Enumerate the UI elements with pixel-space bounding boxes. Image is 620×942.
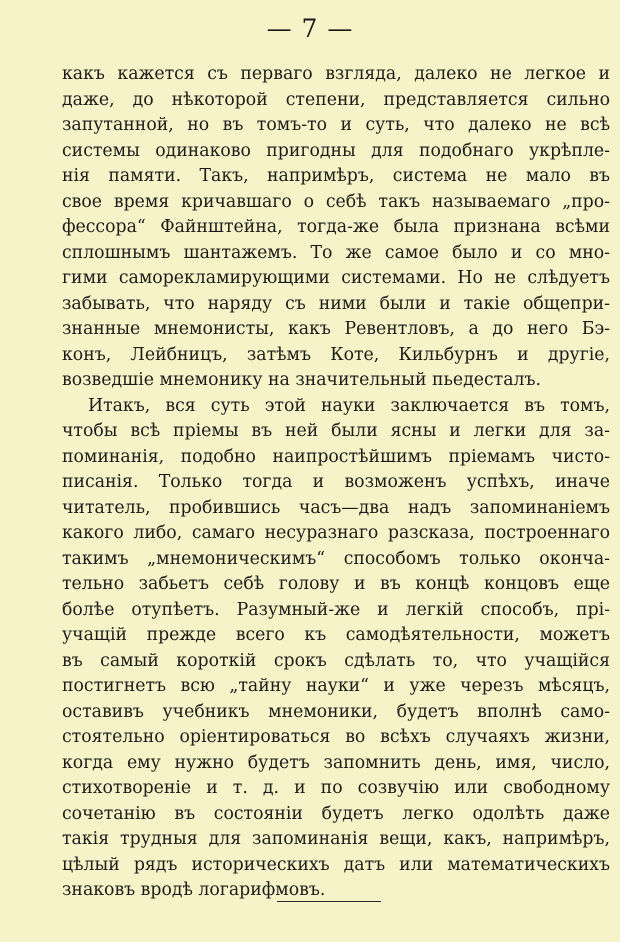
text-line: цѣлый рядъ историческихъ датъ или математическихъ — [62, 854, 610, 875]
text-line: когда ему нужно будетъ запомнить день, имя, число, — [62, 752, 610, 773]
text-line: возведшіе мнемонику на значительный пьедесталъ. — [62, 370, 541, 390]
text-line: сплошнымъ шантажемъ. То же самое было и со мно- — [62, 242, 610, 263]
section-divider — [277, 901, 381, 902]
text-line: гими саморекламирующими системами. Но не слѣдуетъ — [62, 268, 610, 288]
text-line: знаковъ вродѣ логарифмовъ. — [62, 880, 326, 900]
paragraph-start-line: Итакъ, вся суть этой науки заключается въ томъ, — [88, 395, 610, 416]
text-line: въ самый короткій срокъ сдѣлать то, что учащійся — [62, 650, 610, 671]
text-line: забывать, что наряду съ ними были и такіе общепри- — [62, 293, 610, 314]
text-line: чтобы всѣ пріемы въ ней были ясны и легки для за- — [62, 421, 610, 441]
text-line: стихотвореніе и т. д. и по созвучію или свободному — [62, 778, 610, 798]
text-line: даже, до нѣкоторой степени, представляется сильно — [62, 89, 610, 110]
text-line: фессора“ Файнштейна, тогда-же была признана всѣми — [62, 217, 610, 237]
page-number: — 7 — — [266, 14, 354, 43]
text-line: какъ кажется съ перваго взгляда, далеко не легкое и — [62, 64, 610, 84]
text-line: писанія. Только тогда и возможенъ успѣхъ, иначе — [62, 472, 610, 492]
text-line: болѣе отупѣетъ. Разумный-же и легкій способъ, прі- — [62, 599, 610, 620]
text-line: нія памяти. Такъ, напримѣръ, система не мало въ — [62, 166, 610, 186]
body-text — [62, 62, 610, 904]
text-line: постигнетъ всю „тайну науки“ и уже черезъ мѣсяцъ, — [62, 676, 610, 696]
text-line: поминанія, подобно наипростѣйшимъ пріемамъ чисто- — [62, 446, 610, 467]
text-line: читатель, пробившись часъ—два надъ запоминаніемъ — [62, 497, 610, 518]
text-line: оставивъ учебникъ мнемоники, будетъ вполнѣ само- — [62, 701, 610, 722]
text-line: какого либо, самаго несуразнаго разсказа, построеннаго — [62, 523, 610, 543]
text-line: такимъ „мнемоническимъ“ способомъ только оконча- — [62, 548, 610, 569]
text-line: конъ, Лейбницъ, затѣмъ Коте, Кильбурнъ и другіе, — [62, 344, 610, 365]
text-line: системы одинаково пригодны для подобнаго укрѣпле- — [62, 140, 610, 161]
text-line: учащій прежде всего къ самодѣятельности, можетъ — [62, 625, 610, 645]
text-line: сочетанію въ состояніи будетъ легко одолѣть даже — [62, 803, 610, 824]
text-line: свое время кричавшаго о себѣ такъ называемаго „про- — [62, 191, 610, 212]
text-line: знанные мнемонисты, какъ Ревентловъ, а до него Бэ- — [62, 319, 610, 339]
text-line: стоятельно оріентироваться во всѣхъ случаяхъ жизни, — [62, 727, 610, 747]
text-line: запутанной, но въ томъ-то и суть, что далеко не всѣ — [62, 115, 610, 135]
text-line: тельно забьетъ себѣ голову и въ концѣ концовъ еще — [62, 574, 610, 594]
text-line: такія трудныя для запоминанія вещи, какъ, напримѣръ, — [62, 829, 610, 849]
